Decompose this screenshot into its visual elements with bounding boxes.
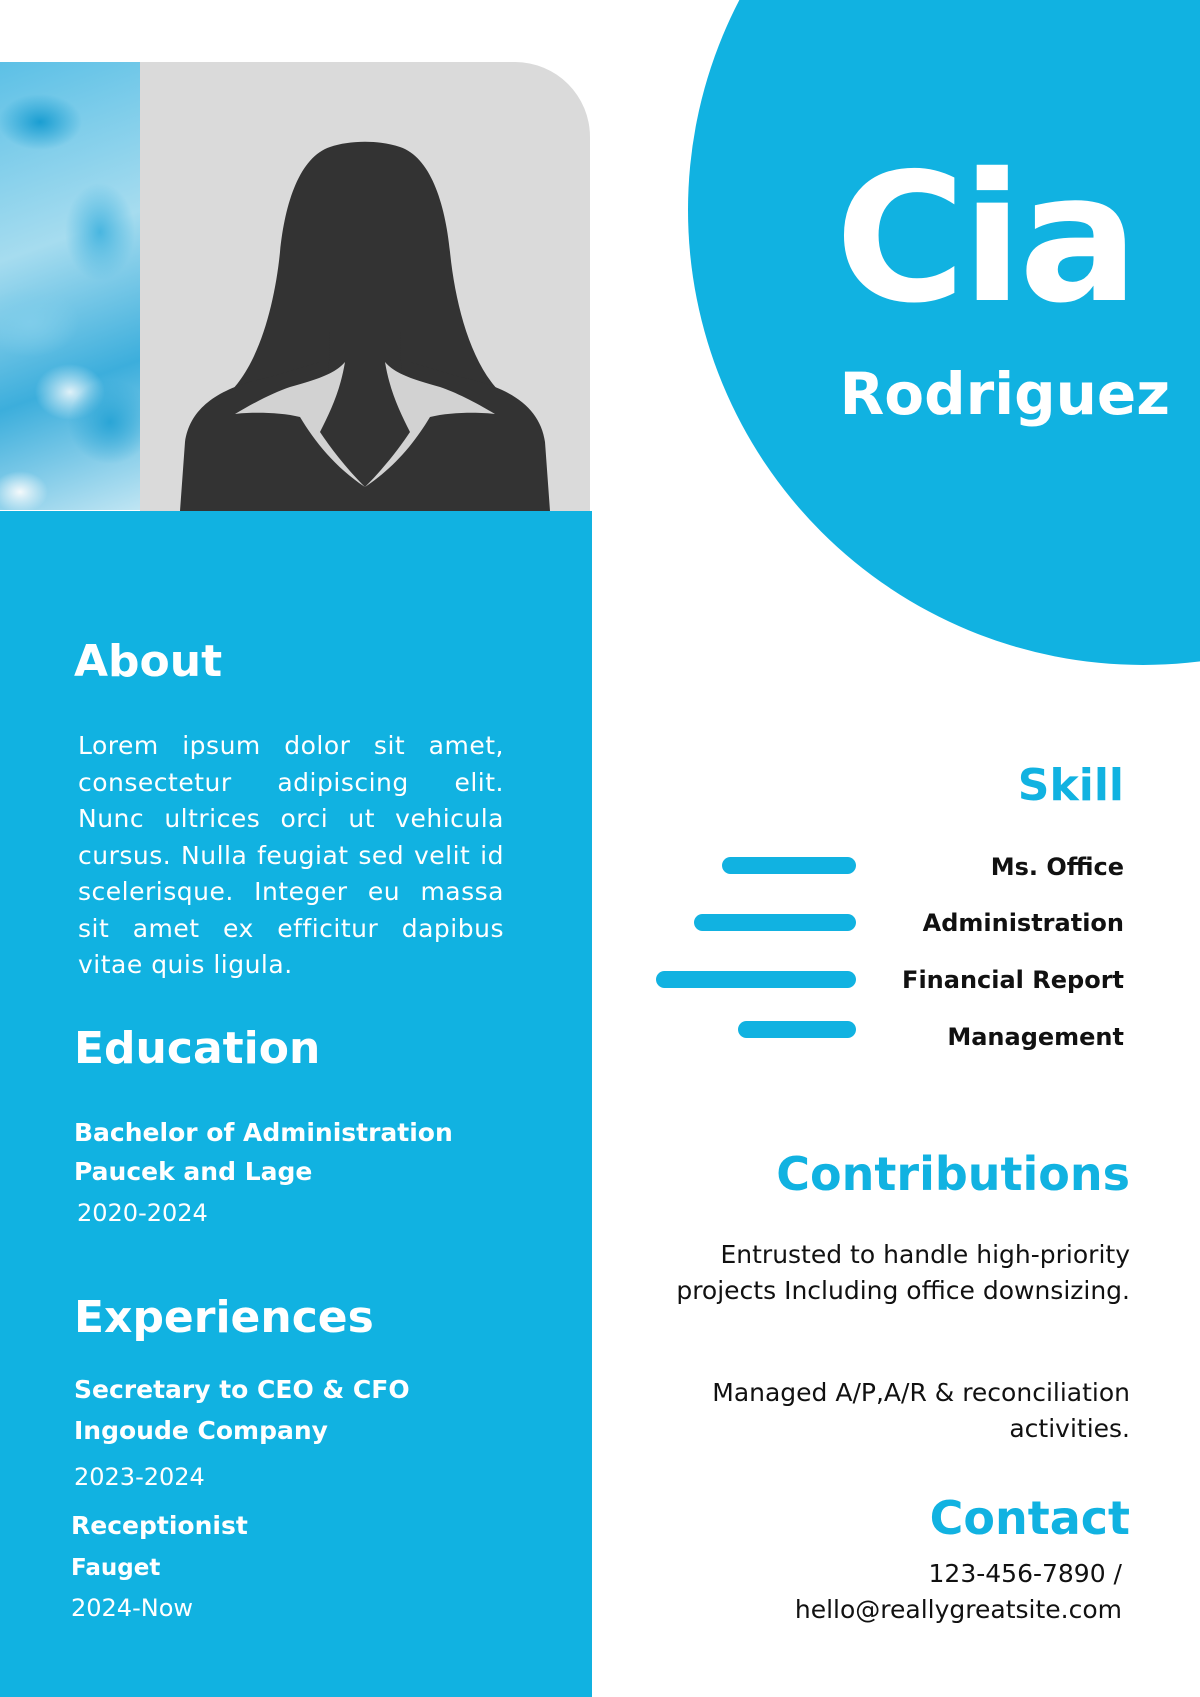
skill-label: Administration (922, 909, 1124, 937)
experience-years: 2023-2024 (74, 1463, 205, 1491)
person-silhouette-icon (140, 62, 590, 511)
first-name: Cia (835, 135, 1135, 342)
watercolor-decoration (0, 62, 140, 510)
skill-label: Financial Report (902, 966, 1124, 994)
experience-company: Fauget (71, 1555, 161, 1581)
about-text: Lorem ipsum dolor sit amet, consectetur adipiscing elit. Nunc ultrices orci ut vehicula cursus. Nulla feugiat sed velit id scelerisque. Integer eu massa sit amet ex efficitur dapibus vitae quis ligula. (78, 731, 504, 979)
experiences-heading: Experiences (74, 1292, 374, 1343)
experience-years: 2024-Now (71, 1594, 194, 1622)
profile-photo (140, 62, 590, 511)
education-school: Paucek and Lage (74, 1157, 313, 1186)
contact-email[interactable]: hello@reallygreatsite.com (794, 1595, 1122, 1624)
contribution-item: Managed A/P,A/R & reconciliation activities. (712, 1378, 1130, 1443)
contact-heading: Contact (929, 1491, 1130, 1545)
education-years: 2020-2024 (77, 1199, 208, 1227)
education-degree: Bachelor of Administration (74, 1118, 453, 1147)
skill-label: Management (947, 1023, 1124, 1051)
contribution-item: Entrusted to handle high-priority projects Including office downsizing. (676, 1240, 1130, 1305)
contact-phone[interactable]: 123-456-7890 / (928, 1559, 1122, 1588)
skill-heading: Skill (1017, 760, 1124, 811)
last-name: Rodriguez (839, 360, 1170, 428)
about-heading: About (74, 636, 223, 687)
experience-title: Secretary to CEO & CFO (74, 1375, 410, 1404)
experience-title: Receptionist (71, 1511, 248, 1540)
education-heading: Education (74, 1023, 321, 1074)
experience-company: Ingoude Company (74, 1416, 328, 1445)
skill-label: Ms. Office (990, 853, 1124, 881)
contributions-heading: Contributions (776, 1147, 1130, 1201)
